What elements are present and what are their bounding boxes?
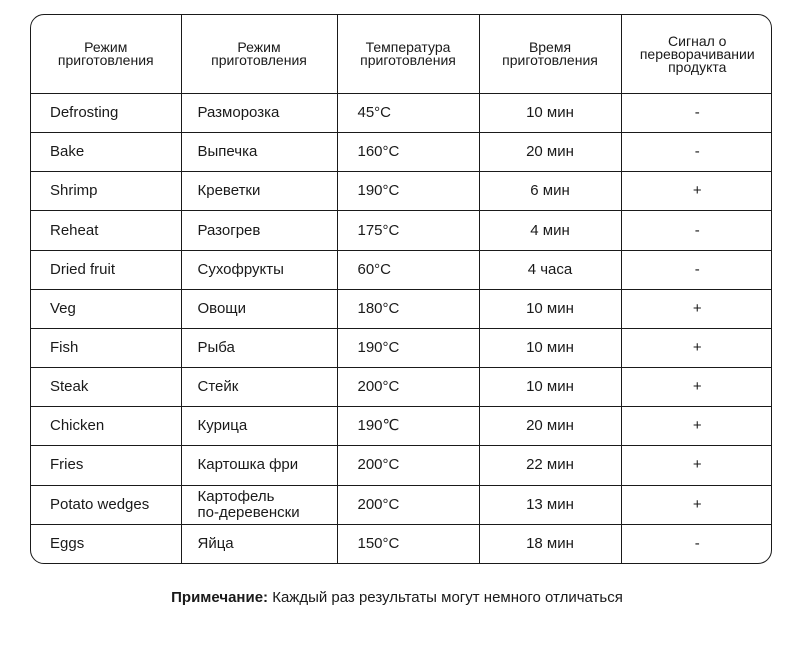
cell-time: 10 мин <box>479 328 621 367</box>
table-row <box>31 407 772 446</box>
cell-temperature: 190℃ <box>337 407 479 446</box>
cell-mode-ru: Яйца <box>181 524 337 563</box>
cell-time: 10 мин <box>479 368 621 407</box>
cell-temperature: 200°C <box>337 446 479 485</box>
cell-temperature: 200°C <box>337 485 479 524</box>
cell-time: 10 мин <box>479 94 621 133</box>
cell-flip-signal: - <box>621 94 772 133</box>
cell-temperature: 180°C <box>337 289 479 328</box>
header-time: Время приготовления <box>479 15 621 94</box>
cell-time: 4 часа <box>479 250 621 289</box>
cell-mode-en: Steak <box>31 368 181 407</box>
cell-time: 20 мин <box>479 133 621 172</box>
table-row <box>31 368 772 407</box>
cell-mode-en: Bake <box>31 133 181 172</box>
cell-time: 20 мин <box>479 407 621 446</box>
table-header-row <box>31 15 772 94</box>
cell-temperature: 190°C <box>337 172 479 211</box>
cell-flip-signal: - <box>694 534 700 552</box>
cell-mode-ru: Креветки <box>181 172 337 211</box>
cell-mode-en: Reheat <box>31 211 181 250</box>
cell-flip-signal: - <box>621 211 772 250</box>
cooking-modes-table-frame <box>30 14 772 564</box>
cell-mode-ru: Выпечка <box>181 133 337 172</box>
table-row <box>31 211 772 250</box>
cell-mode-en: Defrosting <box>31 94 181 133</box>
cell-mode-ru: Курица <box>181 407 337 446</box>
cell-mode-en: Shrimp <box>31 172 181 211</box>
header-temperature: Температура приготовления <box>337 15 479 94</box>
cell-mode-en: Fish <box>31 328 181 367</box>
table-row <box>31 289 772 328</box>
cell-flip-signal: + <box>621 289 772 328</box>
header-mode-en: Режим приготовления <box>31 15 181 94</box>
cell-flip-signal: + <box>621 407 772 446</box>
cell-mode-ru: Разогрев <box>181 211 337 250</box>
cell-flip-signal: - <box>621 250 772 289</box>
cell-time: 13 мин <box>479 485 621 524</box>
table-row <box>31 94 772 133</box>
cell-mode-en: Fries <box>31 446 181 485</box>
cell-flip-signal: + <box>621 172 772 211</box>
cell-mode-ru: Стейк <box>181 368 337 407</box>
table-row <box>31 485 772 524</box>
table-body <box>31 94 772 564</box>
cell-temperature: 160°C <box>337 133 479 172</box>
table-row <box>31 133 772 172</box>
cell-flip-signal: - <box>621 133 772 172</box>
cell-flip-signal: + <box>621 485 772 524</box>
table-row <box>31 328 772 367</box>
cell-flip-signal: + <box>621 446 772 485</box>
cell-mode-en: Dried fruit <box>31 250 181 289</box>
cell-flip-signal: + <box>621 368 772 407</box>
cell-temperature: 200°C <box>337 368 479 407</box>
cell-mode-en: Veg <box>31 289 181 328</box>
cell-mode-ru: Овощи <box>181 289 337 328</box>
table-row <box>31 524 772 563</box>
cell-temperature: 60°C <box>337 250 479 289</box>
table-row <box>31 446 772 485</box>
cell-flip-signal: + <box>621 328 772 367</box>
cell-mode-ru: Рыба <box>181 328 337 367</box>
cell-time: 6 мин <box>479 172 621 211</box>
cell-mode-en: Eggs <box>31 524 181 563</box>
footnote-label: Примечание: <box>171 589 269 606</box>
cell-time: 10 мин <box>479 289 621 328</box>
cell-mode-ru: Сухофрукты <box>181 250 337 289</box>
cell-temperature: 190°C <box>337 328 479 367</box>
cell-time: 4 мин <box>479 211 621 250</box>
cell-time: 18 мин <box>479 524 621 563</box>
table-row <box>31 172 772 211</box>
cell-temperature: 175°C <box>337 211 479 250</box>
cell-time: 22 мин <box>479 446 621 485</box>
header-mode-ru: Режим приготовления <box>181 15 337 94</box>
cell-mode-en: Chicken <box>31 407 181 446</box>
cell-mode-en: Potato wedges <box>31 485 181 524</box>
cell-mode-ru: Картофель по-деревенски <box>181 485 337 524</box>
cell-temperature: 150°C <box>337 524 479 563</box>
cell-mode-ru: Разморозка <box>181 94 337 133</box>
header-flip-signal: Сигнал о переворачивании продукта <box>621 15 772 94</box>
cell-mode-ru: Картошка фри <box>181 446 337 485</box>
footnote-text: Каждый раз результаты могут немного отличаться <box>268 589 623 606</box>
table-row <box>31 250 772 289</box>
footnote <box>0 589 794 606</box>
cell-temperature: 45°C <box>337 94 479 133</box>
cooking-modes-table <box>31 15 772 563</box>
